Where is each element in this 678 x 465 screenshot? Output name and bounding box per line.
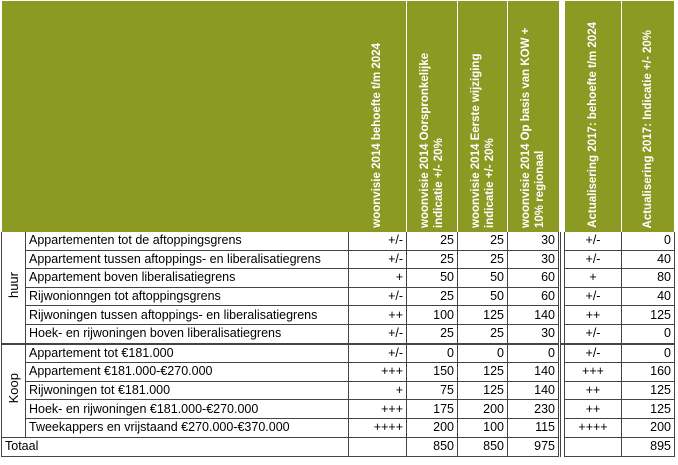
header-woonvisie-kow: woonvisie 2014 Op basis van KOW + 10% regionaal bbox=[508, 1, 560, 232]
header-blank bbox=[2, 1, 349, 232]
cell-act-behoefte: +/- bbox=[565, 324, 622, 343]
cell-eerste-wijziging: 200 bbox=[458, 400, 508, 419]
total-eerste-wijziging: 850 bbox=[458, 437, 508, 456]
table-row bbox=[2, 232, 675, 250]
cell-behoefte: +/- bbox=[349, 250, 407, 269]
cell-act-indicatie: 80 bbox=[622, 269, 675, 288]
cell-act-indicatie: 200 bbox=[622, 418, 675, 437]
cell-eerste-wijziging: 125 bbox=[458, 381, 508, 400]
header-woonvisie-eerste-wijziging: woonvisie 2014 Eerste wijziging indicatie +/- 20% bbox=[458, 1, 508, 232]
row-label: Appartement €181.000-€270.000 bbox=[26, 363, 349, 382]
cell-behoefte: +++ bbox=[349, 400, 407, 419]
cell-act-behoefte: +/- bbox=[565, 287, 622, 306]
cell-kow: 30 bbox=[508, 232, 560, 250]
table-row bbox=[2, 363, 675, 382]
cell-eerste-wijziging: 25 bbox=[458, 232, 508, 250]
housing-table bbox=[1, 1, 675, 457]
table-row bbox=[2, 306, 675, 325]
cell-kow: 60 bbox=[508, 287, 560, 306]
table-row bbox=[2, 250, 675, 269]
table-row bbox=[2, 381, 675, 400]
cell-eerste-wijziging: 25 bbox=[458, 324, 508, 343]
cell-behoefte: +/- bbox=[349, 232, 407, 250]
cell-kow: 140 bbox=[508, 306, 560, 325]
cell-behoefte: ++++ bbox=[349, 418, 407, 437]
total-kow: 975 bbox=[508, 437, 560, 456]
cell-act-indicatie: 0 bbox=[622, 232, 675, 250]
cell-behoefte: +/- bbox=[349, 324, 407, 343]
cell-eerste-wijziging: 25 bbox=[458, 250, 508, 269]
cell-act-indicatie: 40 bbox=[622, 287, 675, 306]
cell-eerste-wijziging: 100 bbox=[458, 418, 508, 437]
header-actualisering-behoefte: Actualisering 2017: behoefte t/m 2024 bbox=[565, 1, 622, 232]
cell-kow: 30 bbox=[508, 250, 560, 269]
cell-act-behoefte: +/- bbox=[565, 232, 622, 250]
cell-behoefte: + bbox=[349, 381, 407, 400]
total-row bbox=[2, 437, 675, 456]
row-label: Tweekappers en vrijstaand €270.000-€370.000 bbox=[26, 418, 349, 437]
row-label: Appartementen tot de aftoppingsgrens bbox=[26, 232, 349, 250]
cell-act-behoefte: +/- bbox=[565, 250, 622, 269]
header-row bbox=[2, 1, 675, 232]
cell-act-behoefte: + bbox=[565, 269, 622, 288]
total-act-indicatie: 895 bbox=[622, 437, 675, 456]
group-label-huur: huur bbox=[2, 232, 26, 344]
row-label: Appartement boven liberalisatiegrens bbox=[26, 269, 349, 288]
total-label: Totaal bbox=[2, 437, 349, 456]
cell-oorspronkelijk: 0 bbox=[407, 344, 458, 363]
cell-oorspronkelijk: 25 bbox=[407, 232, 458, 250]
cell-oorspronkelijk: 25 bbox=[407, 250, 458, 269]
row-label: Rijwoningen tot €181.000 bbox=[26, 381, 349, 400]
cell-behoefte: +/- bbox=[349, 287, 407, 306]
cell-act-indicatie: 125 bbox=[622, 306, 675, 325]
cell-oorspronkelijk: 175 bbox=[407, 400, 458, 419]
cell-eerste-wijziging: 50 bbox=[458, 287, 508, 306]
cell-act-indicatie: 0 bbox=[622, 344, 675, 363]
header-actualisering-indicatie: Actualisering 2017: Indicatie +/- 20% bbox=[622, 1, 675, 232]
cell-kow: 115 bbox=[508, 418, 560, 437]
cell-oorspronkelijk: 75 bbox=[407, 381, 458, 400]
table-row bbox=[2, 269, 675, 288]
cell-behoefte: +++ bbox=[349, 363, 407, 382]
cell-act-behoefte: +++ bbox=[565, 363, 622, 382]
cell-act-behoefte: +/- bbox=[565, 344, 622, 363]
row-label: Appartement tot €181.000 bbox=[26, 344, 349, 363]
cell-kow: 140 bbox=[508, 381, 560, 400]
cell-act-behoefte: ++++ bbox=[565, 418, 622, 437]
cell-act-behoefte: ++ bbox=[565, 381, 622, 400]
cell-act-behoefte: ++ bbox=[565, 306, 622, 325]
total-oorspronkelijk: 850 bbox=[407, 437, 458, 456]
cell-oorspronkelijk: 200 bbox=[407, 418, 458, 437]
cell-behoefte bbox=[349, 437, 407, 456]
cell-eerste-wijziging: 50 bbox=[458, 269, 508, 288]
cell-act-indicatie: 125 bbox=[622, 381, 675, 400]
row-label: Rijwonionngen tot aftoppingsgrens bbox=[26, 287, 349, 306]
cell-behoefte: +/- bbox=[349, 344, 407, 363]
table-row bbox=[2, 324, 675, 343]
cell-kow: 230 bbox=[508, 400, 560, 419]
cell-kow: 0 bbox=[508, 344, 560, 363]
cell-kow: 30 bbox=[508, 324, 560, 343]
group-label-koop: Koop bbox=[2, 344, 26, 437]
cell-eerste-wijziging: 125 bbox=[458, 363, 508, 382]
cell-act-behoefte bbox=[565, 437, 622, 456]
cell-act-indicatie: 40 bbox=[622, 250, 675, 269]
table-row bbox=[2, 287, 675, 306]
cell-oorspronkelijk: 50 bbox=[407, 269, 458, 288]
row-label: Appartement tussen aftoppings- en liberalisatiegrens bbox=[26, 250, 349, 269]
header-woonvisie-behoefte: woonvisie 2014 behoefte t/m 2024 bbox=[349, 1, 407, 232]
cell-kow: 60 bbox=[508, 269, 560, 288]
cell-eerste-wijziging: 125 bbox=[458, 306, 508, 325]
cell-behoefte: + bbox=[349, 269, 407, 288]
row-label: Rijwoningen tussen aftoppings- en liberalisatiegrens bbox=[26, 306, 349, 325]
cell-oorspronkelijk: 25 bbox=[407, 287, 458, 306]
row-label: Hoek- en rijwoningen boven liberalisatiegrens bbox=[26, 324, 349, 343]
cell-act-indicatie: 0 bbox=[622, 324, 675, 343]
cell-behoefte: ++ bbox=[349, 306, 407, 325]
cell-act-behoefte: ++ bbox=[565, 400, 622, 419]
cell-act-indicatie: 160 bbox=[622, 363, 675, 382]
cell-oorspronkelijk: 100 bbox=[407, 306, 458, 325]
table-row bbox=[2, 400, 675, 419]
cell-act-indicatie: 125 bbox=[622, 400, 675, 419]
header-woonvisie-oorspronkelijk: woonvisie 2014 Oorspronkelijke indicatie +/- 20% bbox=[407, 1, 458, 232]
cell-kow: 140 bbox=[508, 363, 560, 382]
table-row bbox=[2, 418, 675, 437]
cell-oorspronkelijk: 25 bbox=[407, 324, 458, 343]
cell-oorspronkelijk: 150 bbox=[407, 363, 458, 382]
table-row bbox=[2, 344, 675, 363]
row-label: Hoek- en rijwoningen €181.000-€270.000 bbox=[26, 400, 349, 419]
cell-eerste-wijziging: 0 bbox=[458, 344, 508, 363]
